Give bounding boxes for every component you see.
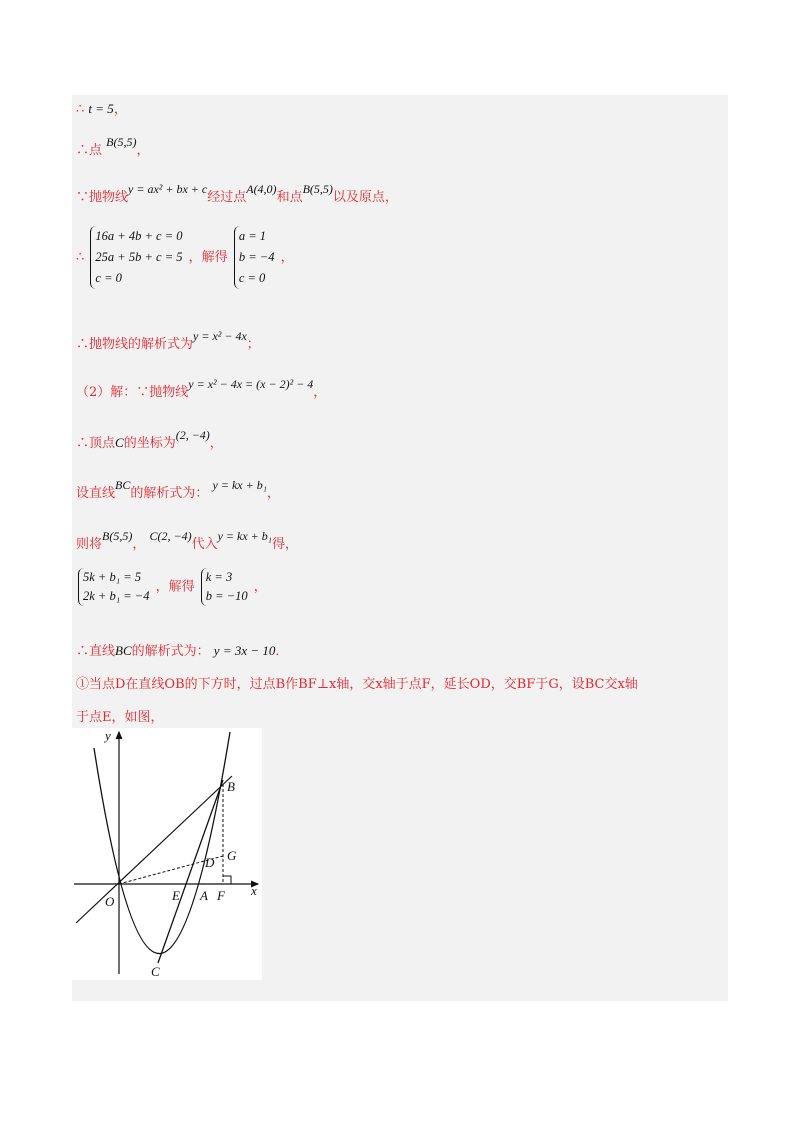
line-case-1-cont: 于点E，如图， xyxy=(76,710,164,725)
line-case-1: ①当点D在直线OB的下方时，过点B作BF⊥x轴，交x轴于点F，延长OD，交BF于G，设BC交x轴 xyxy=(76,677,638,692)
label-x: x xyxy=(251,883,257,898)
label-e: E xyxy=(172,888,180,903)
solution-system-1: a = 1 b = −4 c = 0 xyxy=(234,226,275,289)
line-bc xyxy=(158,780,223,963)
label-c: C xyxy=(151,964,160,979)
equation-system-1: 16a + 4b + c = 0 25a + 5b + c = 5 c = 0 xyxy=(90,226,182,289)
line-vertex-c: ∴顶点C的坐标为(2, −4)， xyxy=(76,428,223,451)
geometry-figure xyxy=(72,728,262,980)
label-a: A xyxy=(200,888,208,903)
line-system-abc: ∴ 16a + 4b + c = 0 25a + 5b + c = 5 c = 0 ，解得 a = 1 b = −4 c = 0 ， xyxy=(76,226,294,289)
line-system-kb: 5k + b₁ = 5 2k + b₁ = −4 ，解得 k = 3 b = −10 ， xyxy=(76,568,267,606)
label-g: G xyxy=(227,848,237,863)
line-point-b: ∴点 B(5,5)， xyxy=(76,135,150,158)
label-o: O xyxy=(105,894,115,909)
line-substitute: 则将B(5,5)， C(2, −4)代入y = kx + b₁得， xyxy=(76,529,298,552)
label-b: B xyxy=(227,779,235,794)
line-bc-formula: ∴直线BC的解析式为： y = 3x − 10． xyxy=(76,643,289,659)
label-f: F xyxy=(217,888,225,903)
line-t-value: ∴ t = 5， xyxy=(76,101,127,117)
figure-svg xyxy=(72,728,262,980)
solution-system-2: k = 3 b = −10 xyxy=(201,568,248,606)
label-y: y xyxy=(105,728,111,743)
line-parabola-passes: ∵抛物线y = ax² + bx + c经过点A(4,0)和点B(5,5)以及原点， xyxy=(76,182,398,205)
label-d: D xyxy=(205,855,215,870)
line-ob xyxy=(76,776,232,923)
equation-system-2: 5k + b₁ = 5 2k + b₁ = −4 xyxy=(78,568,149,606)
line-part-2: （2）解：∵抛物线y = x² − 4x = (x − 2)² − 4， xyxy=(76,377,327,400)
line-set-bc: 设直线BC的解析式为： y = kx + b₁， xyxy=(76,478,280,501)
right-angle-mark xyxy=(223,876,231,884)
line-parabola-formula: ∴抛物线的解析式为y = x² − 4x； xyxy=(76,329,260,352)
parabola-curve xyxy=(94,732,230,954)
